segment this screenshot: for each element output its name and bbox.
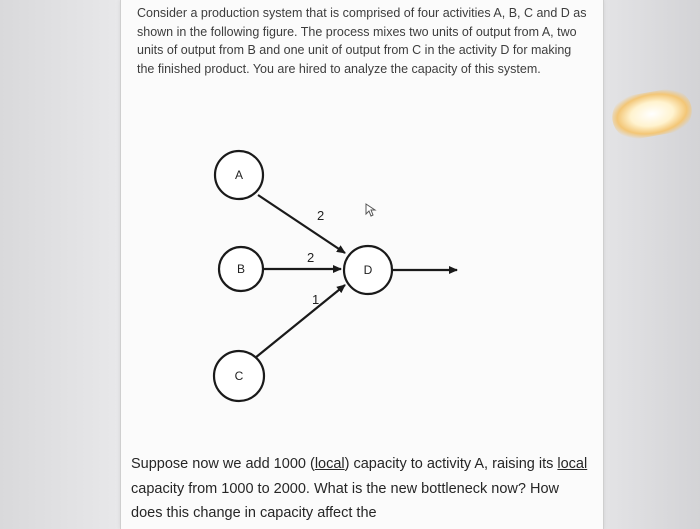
node-a-label: A <box>234 168 244 182</box>
question-followup-text <box>131 452 593 526</box>
node-c <box>214 351 264 401</box>
edge-b-label: 2 <box>307 250 315 265</box>
node-d-label: D <box>363 263 373 277</box>
edge-a-to-d <box>258 195 345 253</box>
node-a <box>215 151 263 199</box>
edge-a-label: 2 <box>317 208 325 223</box>
question-page <box>120 0 604 529</box>
question-intro-text: Consider a production system that is comprised of four activities A, B, C and D as shown in the following figure. The process mixes two units of output from A, two units of output from B and one unit of output from C in the activity D for making the finished product. You are hired to analyze the capacity of this system. <box>137 6 587 76</box>
process-flow-svg <box>181 140 501 420</box>
process-flow-diagram <box>181 140 501 420</box>
followup-local-1: local <box>314 456 345 472</box>
node-b <box>219 247 263 291</box>
node-d <box>344 246 392 294</box>
screen-bezel-left <box>0 0 120 529</box>
edge-c-to-d <box>255 285 345 358</box>
followup-part1: Suppose now we add 1000 ( <box>131 456 315 472</box>
screen-bezel-right <box>602 0 700 529</box>
followup-part2: ) capacity to activity A, raising its <box>344 456 558 472</box>
node-b-label: B <box>236 262 246 276</box>
followup-local-2: local <box>557 456 588 472</box>
edge-c-label: 1 <box>312 292 320 307</box>
mouse-cursor-icon <box>365 203 377 217</box>
followup-part3: capacity from 1000 to 2000. What is the new bottleneck now? How does this change in capacity affect the <box>131 480 559 521</box>
node-c-label: C <box>234 369 244 383</box>
